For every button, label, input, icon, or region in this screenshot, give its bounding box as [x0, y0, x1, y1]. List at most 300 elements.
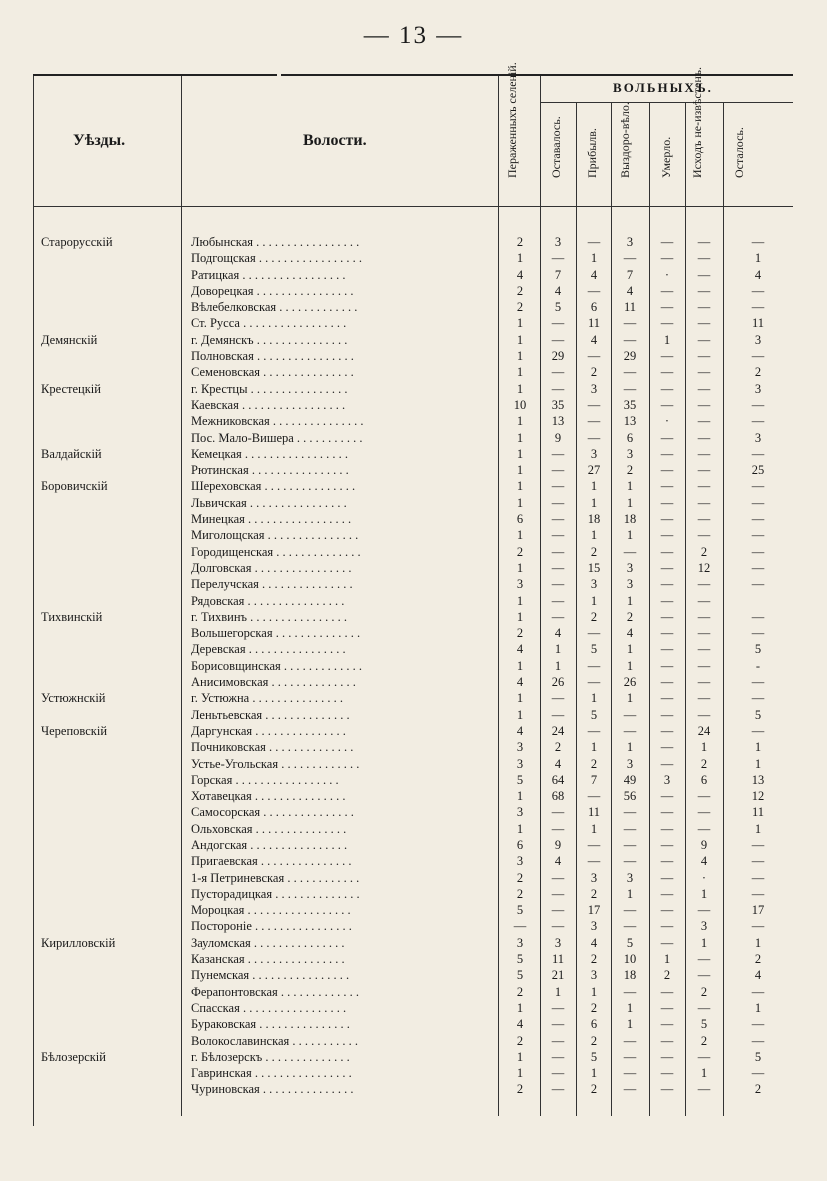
cell-value: — [697, 952, 711, 967]
cell-value: — [551, 495, 565, 510]
cell-value: — [551, 251, 565, 266]
cell-value: 4 [590, 935, 598, 950]
cell-value: 49 [623, 772, 637, 787]
cell-value: — [697, 658, 711, 673]
volost-name: Пунемская . . . . . . . . . . . . . . . . [191, 968, 350, 983]
volost-name: Андогская . . . . . . . . . . . . . . . . [191, 837, 348, 852]
cell-value: 5 [754, 1049, 762, 1064]
cell-value: — [551, 1017, 565, 1032]
table-row [33, 772, 793, 788]
cell-value: 2 [590, 609, 598, 624]
table-row [33, 593, 793, 609]
volost-name: Вольшегорская . . . . . . . . . . . . . . [191, 626, 361, 641]
cell-value: — [697, 821, 711, 836]
volost-name: Рютинская . . . . . . . . . . . . . . . . [191, 463, 349, 478]
volost-name: Долговская . . . . . . . . . . . . . . . . [191, 560, 352, 575]
cell-value: — [660, 1066, 674, 1081]
volost-name: г. Тихвинъ . . . . . . . . . . . . . . . . [191, 609, 347, 624]
table-row [33, 267, 793, 283]
cell-value: 1 [516, 430, 524, 445]
volost-name: Перелучская . . . . . . . . . . . . . . . [191, 577, 353, 592]
cell-value: 3 [590, 446, 598, 461]
table-row [33, 234, 793, 250]
cell-value: — [660, 349, 674, 364]
cell-value: 3 [590, 577, 598, 592]
header-col-2: Прибылв. [585, 128, 599, 178]
cell-value: — [551, 528, 565, 543]
table-row [33, 1016, 793, 1032]
volost-name: Гавринская . . . . . . . . . . . . . . . . [191, 1066, 352, 1081]
cell-value: 11 [587, 316, 601, 331]
cell-value: — [551, 805, 565, 820]
cell-value: 11 [587, 805, 601, 820]
cell-value: 3 [516, 756, 524, 771]
cell-value: 4 [700, 854, 708, 869]
cell-value: — [551, 544, 565, 559]
cell-value: 2 [516, 544, 524, 559]
volost-name: Семеновская . . . . . . . . . . . . . . . [191, 365, 354, 380]
cell-value: 1 [754, 935, 762, 950]
cell-value: — [751, 691, 765, 706]
cell-value: — [551, 903, 565, 918]
cell-value: 3 [516, 854, 524, 869]
cell-value: 3 [590, 870, 598, 885]
cell-value: 24 [697, 723, 711, 738]
cell-value: 35 [551, 397, 565, 412]
cell-value: 5 [590, 707, 598, 722]
cell-value: — [697, 805, 711, 820]
table-row [33, 1049, 793, 1065]
cell-value: — [551, 512, 565, 527]
volost-name: Самосорская . . . . . . . . . . . . . . . [191, 805, 354, 820]
cell-value: 6 [516, 837, 524, 852]
table-row [33, 625, 793, 641]
cell-value: — [587, 283, 601, 298]
cell-value: — [697, 349, 711, 364]
cell-value: 2 [754, 1082, 762, 1097]
cell-value: 3 [754, 381, 762, 396]
page-number: — 13 — [363, 22, 464, 49]
table-row [33, 462, 793, 478]
cell-value: 3 [663, 772, 671, 787]
uezd-name: Кирилловскій [41, 935, 116, 950]
uezd-name: Череповскій [41, 723, 108, 738]
cell-value: — [697, 642, 711, 657]
volost-name: Казанская . . . . . . . . . . . . . . . . [191, 952, 345, 967]
cell-value: 1 [590, 984, 598, 999]
table-row [33, 674, 793, 690]
cell-value: — [660, 854, 674, 869]
cell-value: 11 [751, 316, 765, 331]
cell-value: 1 [754, 1000, 762, 1015]
table-row [33, 935, 793, 951]
cell-value: — [623, 919, 637, 934]
cell-value: — [660, 984, 674, 999]
uezd-name: Бѣлозерскій [41, 1049, 106, 1064]
uezd-name: Старорусскій [41, 235, 113, 249]
cell-value: 1 [626, 642, 634, 657]
cell-value: 2 [754, 952, 762, 967]
cell-value: 3 [516, 935, 524, 950]
cell-value: 1 [754, 251, 762, 266]
table-row [33, 527, 793, 543]
cell-value: — [697, 903, 711, 918]
cell-value: 11 [751, 805, 765, 820]
cell-value: 4 [516, 675, 524, 690]
cell-value: — [660, 381, 674, 396]
cell-value: 3 [754, 332, 762, 347]
header-col-5: Исходъ не-извѣстенъ. [690, 67, 704, 178]
cell-value: 2 [516, 870, 524, 885]
volost-name: Борисовщинская . . . . . . . . . . . . . [191, 658, 363, 673]
cell-value: — [551, 1066, 565, 1081]
cell-value: — [697, 691, 711, 706]
cell-value: 4 [554, 756, 562, 771]
cell-value: 1 [590, 495, 598, 510]
cell-value: — [660, 658, 674, 673]
cell-value: — [697, 381, 711, 396]
cell-value: 7 [626, 267, 634, 282]
cell-value: 1 [626, 495, 634, 510]
cell-value: 1 [626, 658, 634, 673]
cell-value: — [660, 479, 674, 494]
volost-name: Леньтьевская . . . . . . . . . . . . . . [191, 707, 350, 722]
cell-value: — [551, 691, 565, 706]
cell-value: — [660, 935, 674, 950]
cell-value: 1 [554, 642, 562, 657]
cell-value: — [660, 642, 674, 657]
table-row [33, 511, 793, 527]
cell-value: 1 [516, 349, 524, 364]
cell-value: 21 [551, 968, 565, 983]
table-row [33, 332, 793, 348]
cell-value: 2 [700, 1033, 708, 1048]
cell-value: — [623, 365, 637, 380]
cell-value: — [697, 332, 711, 347]
cell-value: 12 [697, 560, 711, 575]
cell-value: — [751, 544, 765, 559]
statistics-table [33, 62, 793, 1126]
cell-value: — [623, 837, 637, 852]
cell-value: — [513, 919, 527, 934]
cell-value: 13 [751, 772, 765, 787]
cell-value: — [587, 837, 601, 852]
uezd-name: Боровичскій [41, 479, 108, 494]
cell-value: 1 [516, 463, 524, 478]
cell-value: 1 [626, 479, 634, 494]
cell-value: 4 [590, 267, 598, 282]
header-uezd: Уѣзды. [73, 132, 126, 149]
cell-value: 4 [554, 283, 562, 298]
cell-value: — [587, 854, 601, 869]
cell-value: — [623, 723, 637, 738]
cell-value: 4 [516, 267, 524, 282]
cell-value: 11 [623, 300, 637, 315]
cell-value: 18 [587, 512, 601, 527]
cell-value: — [623, 1033, 637, 1048]
cell-value: 1 [590, 821, 598, 836]
cell-value: 68 [551, 789, 565, 804]
cell-value: — [697, 235, 711, 249]
cell-value: 1 [516, 381, 524, 396]
cell-value: — [751, 300, 765, 315]
cell-value: 10 [513, 397, 527, 412]
cell-value: — [660, 626, 674, 641]
cell-value: 1 [626, 1017, 634, 1032]
cell-value: 5 [754, 707, 762, 722]
table-row [33, 756, 793, 772]
cell-value: 13 [623, 414, 637, 429]
cell-value: — [697, 316, 711, 331]
volost-name: Шереховская . . . . . . . . . . . . . . . [191, 479, 356, 494]
cell-value: 15 [587, 560, 601, 575]
cell-value: 2 [700, 756, 708, 771]
cell-value: 2 [590, 756, 598, 771]
cell-value: 6 [590, 1017, 598, 1032]
table-row [33, 348, 793, 364]
cell-value: 1 [516, 707, 524, 722]
table-row [33, 1065, 793, 1081]
cell-value: — [587, 626, 601, 641]
cell-value: 1 [626, 691, 634, 706]
cell-value: 1 [516, 560, 524, 575]
cell-value: 1 [516, 479, 524, 494]
table-row [33, 853, 793, 869]
cell-value: — [660, 560, 674, 575]
cell-value: 1 [700, 935, 708, 950]
cell-value: 1 [626, 740, 634, 755]
cell-value: — [751, 1066, 765, 1081]
cell-value: 3 [516, 740, 524, 755]
cell-value: 5 [590, 642, 598, 657]
cell-value: 2 [754, 365, 762, 380]
cell-value: 2 [590, 886, 598, 901]
cell-value: — [751, 1033, 765, 1048]
cell-value: 3 [554, 935, 562, 950]
cell-value: 1 [626, 886, 634, 901]
cell-value: — [551, 332, 565, 347]
table-row [33, 430, 793, 446]
cell-value: 3 [700, 919, 708, 934]
table-row [33, 902, 793, 918]
table-row [33, 951, 793, 967]
cell-value: — [551, 593, 565, 608]
cell-value: 1 [516, 495, 524, 510]
cell-value: — [697, 577, 711, 592]
cell-value: — [660, 463, 674, 478]
cell-value: — [551, 707, 565, 722]
uezd-name: Валдайскій [41, 446, 102, 461]
cell-value: — [551, 870, 565, 885]
volost-name: г. Демянскъ . . . . . . . . . . . . . . . [191, 332, 348, 347]
cell-value: 1 [590, 691, 598, 706]
cell-value: 1 [516, 414, 524, 429]
header-col-1: Оставалось. [549, 116, 563, 178]
volost-name: Вѣлебелковская . . . . . . . . . . . . . [191, 300, 358, 315]
volost-name: Посторонiе . . . . . . . . . . . . . . . . [191, 919, 352, 934]
cell-value: 1 [516, 593, 524, 608]
volost-name: Полновская . . . . . . . . . . . . . . . . [191, 349, 354, 364]
cell-value: — [587, 723, 601, 738]
cell-value: — [660, 919, 674, 934]
header-bottom-rule [33, 206, 793, 207]
header-volost: Волости. [303, 132, 367, 149]
cell-value: 1 [590, 740, 598, 755]
cell-value: 64 [551, 772, 565, 787]
volost-name: Пригаевская . . . . . . . . . . . . . . . [191, 854, 352, 869]
cell-value: 9 [554, 430, 562, 445]
cell-value: — [697, 675, 711, 690]
table-row [33, 413, 793, 429]
cell-value: 2 [590, 1082, 598, 1097]
cell-value: — [623, 1082, 637, 1097]
cell-value: 1 [626, 1000, 634, 1015]
cell-value: 2 [626, 463, 634, 478]
volost-name: Мороцкая . . . . . . . . . . . . . . . . . [191, 903, 351, 918]
cell-value: — [660, 544, 674, 559]
cell-value: — [751, 870, 765, 885]
cell-value: — [551, 446, 565, 461]
table-row [33, 299, 793, 315]
cell-value: — [660, 886, 674, 901]
cell-value: 1 [700, 740, 708, 755]
cell-value: — [587, 430, 601, 445]
volost-name: Устье-Угольская . . . . . . . . . . . . . [191, 756, 360, 771]
cell-value: — [697, 1049, 711, 1064]
cell-value: — [660, 1017, 674, 1032]
cell-value: — [660, 300, 674, 315]
cell-value: 5 [626, 935, 634, 950]
cell-value: 5 [700, 1017, 708, 1032]
table-row [33, 609, 793, 625]
volost-name: Минецкая . . . . . . . . . . . . . . . . . [191, 512, 352, 527]
cell-value: 18 [623, 968, 637, 983]
table-row [33, 967, 793, 983]
table-row [33, 1000, 793, 1016]
cell-value: — [587, 397, 601, 412]
volost-name: Межниковская . . . . . . . . . . . . . . . [191, 414, 364, 429]
cell-value: — [623, 903, 637, 918]
volost-name: Даргунская . . . . . . . . . . . . . . . [191, 723, 346, 738]
cell-value: — [697, 300, 711, 315]
table-row [33, 837, 793, 853]
cell-value: — [697, 251, 711, 266]
header-col-4: Умерло. [659, 136, 673, 178]
table-row [33, 250, 793, 266]
cell-value: — [587, 658, 601, 673]
table-row [33, 641, 793, 657]
cell-value: — [660, 740, 674, 755]
cell-value: 1 [626, 528, 634, 543]
cell-value: — [551, 1000, 565, 1015]
cell-value: — [660, 821, 674, 836]
cell-value: — [751, 479, 765, 494]
cell-value: — [697, 1082, 711, 1097]
cell-value: 2 [516, 886, 524, 901]
cell-value: 4 [626, 626, 634, 641]
cell-value: 17 [587, 903, 601, 918]
cell-value: — [660, 903, 674, 918]
cell-value: — [660, 528, 674, 543]
cell-value: — [697, 1000, 711, 1015]
cell-value: 2 [516, 300, 524, 315]
cell-value: · [701, 870, 707, 885]
cell-value: — [660, 837, 674, 852]
cell-value: — [623, 381, 637, 396]
cell-value: — [660, 723, 674, 738]
table-row [33, 739, 793, 755]
cell-value: 1 [516, 609, 524, 624]
cell-value: 1 [626, 593, 634, 608]
table-row [33, 886, 793, 902]
cell-value: 4 [516, 1017, 524, 1032]
cell-value: — [660, 1049, 674, 1064]
cell-value: 4 [626, 283, 634, 298]
table-row [33, 446, 793, 462]
header-col-3: Выздоро-вѣло. [618, 102, 632, 178]
table-row [33, 381, 793, 397]
cell-value: 3 [626, 235, 634, 249]
table-row [33, 707, 793, 723]
cell-value: 4 [754, 267, 762, 282]
cell-value: 1 [590, 1066, 598, 1081]
cell-value: — [623, 707, 637, 722]
cell-value: - [755, 658, 761, 673]
volost-name: 1-я Петриневская . . . . . . . . . . . . [191, 870, 360, 885]
cell-value: — [697, 707, 711, 722]
cell-value: — [660, 675, 674, 690]
cell-value: 13 [551, 414, 565, 429]
cell-value: — [751, 512, 765, 527]
cell-value: 4 [516, 642, 524, 657]
uezd-name: Устюжнскій [41, 691, 106, 706]
cell-value: — [697, 283, 711, 298]
cell-value: — [751, 837, 765, 852]
cell-value: — [697, 789, 711, 804]
cell-value: 2 [590, 1033, 598, 1048]
volost-name: г. Устюжна . . . . . . . . . . . . . . . [191, 691, 343, 706]
cell-value: 5 [554, 300, 562, 315]
uezd-name: Крестецкій [41, 381, 101, 396]
cell-value: — [697, 267, 711, 282]
header-col-6: Осталось. [732, 127, 746, 178]
cell-value: — [551, 479, 565, 494]
table-row [33, 690, 793, 706]
cell-value: 2 [516, 984, 524, 999]
cell-value: — [751, 854, 765, 869]
cell-value: — [660, 316, 674, 331]
volost-name: Рядовская . . . . . . . . . . . . . . . . [191, 593, 345, 608]
volost-name: г. Крестцы . . . . . . . . . . . . . . . . [191, 381, 348, 396]
cell-value: 1 [516, 789, 524, 804]
volost-name: Городищенская . . . . . . . . . . . . . . [191, 544, 361, 559]
cell-value: 1 [590, 528, 598, 543]
volost-name: Анисимовская . . . . . . . . . . . . . . [191, 675, 356, 690]
cell-value: 3 [626, 446, 634, 461]
cell-value: — [751, 283, 765, 298]
cell-value: — [623, 984, 637, 999]
table-row [33, 1081, 793, 1097]
cell-value: 3 [626, 870, 634, 885]
table-row [33, 821, 793, 837]
cell-value: 5 [590, 1049, 598, 1064]
cell-value: — [697, 463, 711, 478]
cell-value: — [751, 349, 765, 364]
cell-value: 1 [754, 740, 762, 755]
cell-value: — [751, 609, 765, 624]
cell-value: 2 [554, 740, 562, 755]
cell-value: — [697, 968, 711, 983]
